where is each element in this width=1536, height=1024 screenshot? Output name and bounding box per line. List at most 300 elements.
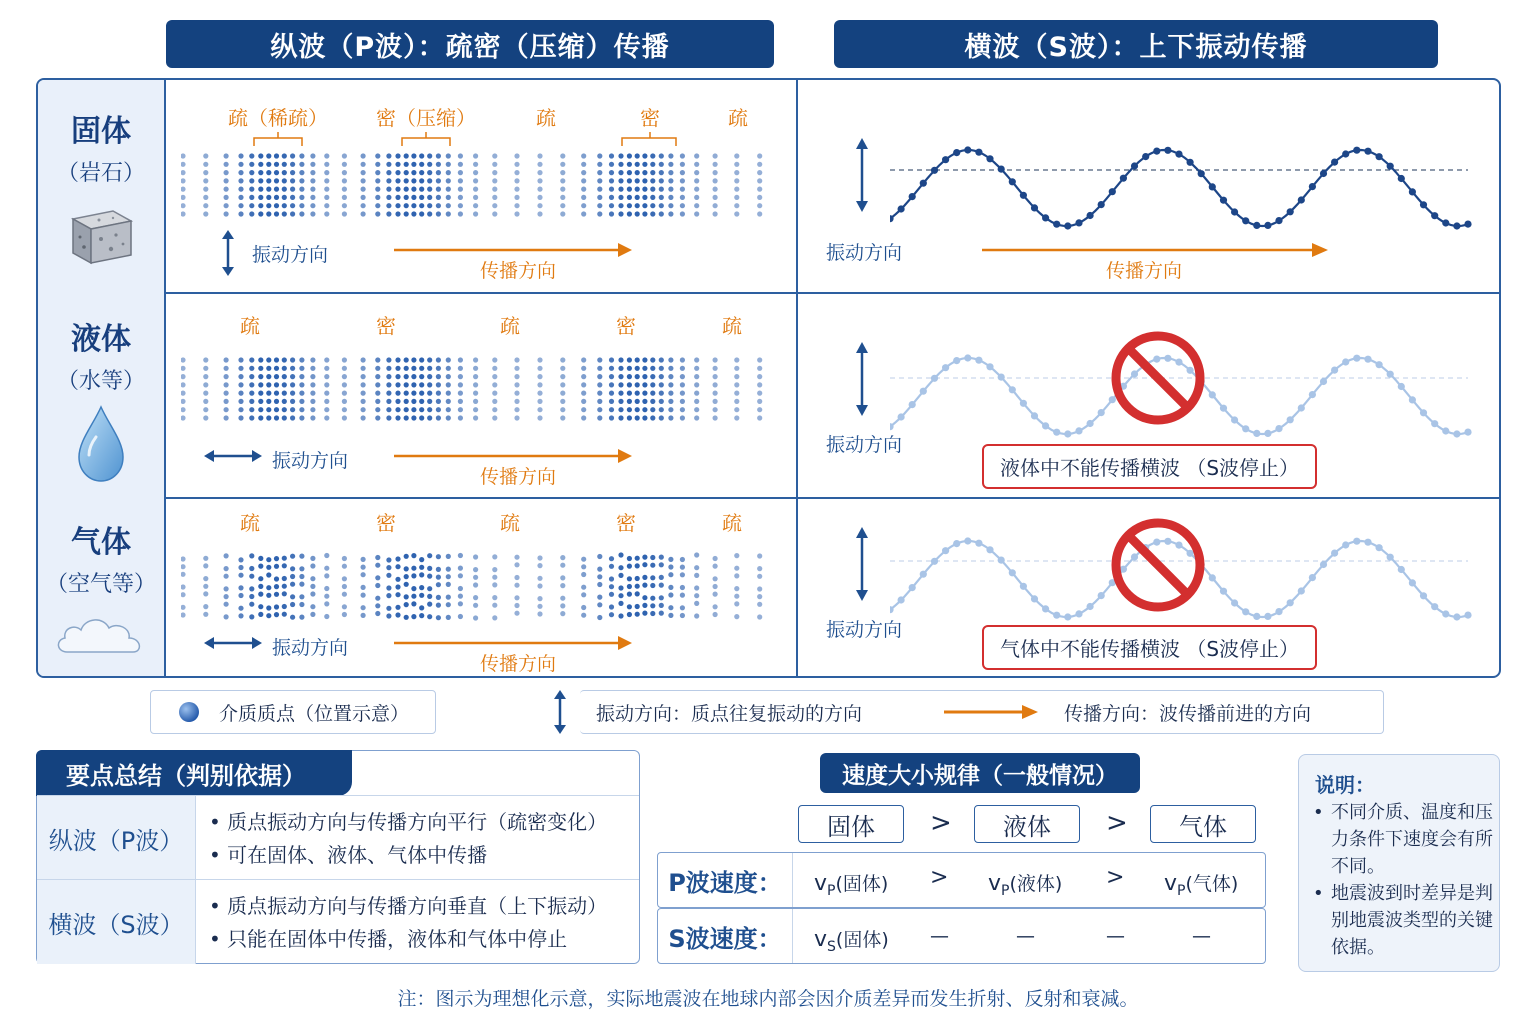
- particle-dot: [299, 203, 304, 208]
- particle-dot: [514, 407, 519, 412]
- particle-dot: [642, 603, 647, 608]
- vibration-arrow-horizontal-icon: [204, 448, 262, 464]
- particle-dot: [680, 211, 685, 216]
- particle-dot: [324, 614, 329, 619]
- particle-dot: [757, 614, 762, 619]
- medium-name: 液体: [71, 322, 131, 357]
- particle-dot: [694, 211, 699, 216]
- particle-dot: [446, 162, 451, 167]
- particle-dot: [258, 178, 263, 183]
- particle-dot: [375, 399, 380, 404]
- particle-dot: [238, 357, 243, 362]
- particle-dot: [411, 573, 416, 578]
- particle-dot: [266, 203, 271, 208]
- particle-dot: [713, 170, 718, 175]
- particle-dot: [581, 382, 586, 387]
- particle-dot: [537, 162, 542, 167]
- particle-dot: [290, 615, 295, 620]
- particle-dot: [404, 211, 409, 216]
- particle-dot: [299, 357, 304, 362]
- wave-particle: [975, 149, 982, 156]
- particle-dot: [609, 604, 614, 609]
- particle-dot: [537, 195, 542, 200]
- wave-particle: [1064, 222, 1071, 229]
- wave-particle: [1098, 592, 1105, 599]
- particle-dot: [375, 575, 380, 580]
- particle-dot: [609, 584, 614, 589]
- particle-dot: [181, 187, 186, 192]
- particle-dot: [310, 604, 315, 609]
- particle-dot: [713, 564, 718, 569]
- particle-dot: [680, 203, 685, 208]
- particle-dot: [258, 604, 263, 609]
- particle-dot: [224, 594, 229, 599]
- order-solid: 固体: [798, 805, 904, 843]
- particle-dot: [427, 170, 432, 175]
- particle-dot: [375, 563, 380, 568]
- particle-dot: [446, 407, 451, 412]
- particle-dot: [249, 203, 254, 208]
- bullet-text: 只能在固体中传播，液体和气体中停止: [227, 927, 568, 951]
- wave-particle: [1387, 371, 1394, 378]
- particle-dot: [436, 170, 441, 175]
- particle-dot: [492, 162, 497, 167]
- particle-dot: [386, 415, 391, 420]
- wave-particle: [1242, 425, 1249, 432]
- wave-particle: [1031, 204, 1038, 211]
- particle-dot: [713, 187, 718, 192]
- particle-dot: [734, 415, 739, 420]
- particle-dot: [492, 187, 497, 192]
- particle-dot: [458, 601, 463, 606]
- particle-dot: [694, 613, 699, 618]
- particle-dot: [492, 203, 497, 208]
- wave-particle: [1464, 221, 1471, 228]
- particle-dot: [310, 374, 315, 379]
- particle-dot: [713, 576, 718, 581]
- particle-dot: [266, 391, 271, 396]
- particle-dot: [458, 374, 463, 379]
- wave-particle: [953, 149, 960, 156]
- particle-dot: [224, 203, 229, 208]
- particle-dot: [650, 187, 655, 192]
- particle-dot: [458, 415, 463, 420]
- particle-dot: [395, 564, 400, 569]
- particle-dot: [436, 187, 441, 192]
- particle-dot: [609, 415, 614, 420]
- particle-dot: [324, 357, 329, 362]
- zone-label: 疏: [500, 314, 520, 338]
- particle-dot: [181, 572, 186, 577]
- row-solid: [38, 80, 1499, 294]
- particle-dot: [458, 573, 463, 578]
- particle-dot: [375, 555, 380, 560]
- particle-dot: [386, 585, 391, 590]
- particle-dot: [537, 399, 542, 404]
- particle-dot: [458, 553, 463, 558]
- particle-dot: [627, 374, 632, 379]
- particle-dot: [342, 187, 347, 192]
- particle-dot: [635, 366, 640, 371]
- particle-dot: [310, 187, 315, 192]
- particle-dot: [694, 187, 699, 192]
- wave-particle: [1442, 219, 1449, 226]
- particle-dot: [618, 178, 623, 183]
- wave-particle: [909, 584, 916, 591]
- particle-dot: [404, 374, 409, 379]
- particle-dot: [258, 187, 263, 192]
- bullet-text: 可在固体、液体、气体中传播: [227, 843, 488, 867]
- particle-dot: [274, 187, 279, 192]
- particle-dot: [266, 407, 271, 412]
- particle-dot: [324, 366, 329, 371]
- notes-panel: [1298, 754, 1500, 972]
- particle-dot: [310, 195, 315, 200]
- particle-dot: [757, 153, 762, 158]
- particle-dot: [581, 170, 586, 175]
- particle-dot: [299, 187, 304, 192]
- particle-dot: [635, 195, 640, 200]
- particle-dot: [419, 565, 424, 570]
- particle-dot: [492, 399, 497, 404]
- particle-dot: [514, 391, 519, 396]
- particle-dot: [597, 615, 602, 620]
- particle-dot: [395, 211, 400, 216]
- particle-dot: [411, 586, 416, 591]
- particle-dot: [299, 415, 304, 420]
- particle-dot: [203, 391, 208, 396]
- particle-dot: [375, 178, 380, 183]
- wave-particle: [1098, 409, 1105, 416]
- particle-dot: [361, 565, 366, 570]
- particle-dot: [274, 612, 279, 617]
- particle-dot: [597, 554, 602, 559]
- particle-dot: [203, 357, 208, 362]
- particle-dot: [635, 357, 640, 362]
- particle-dot: [274, 211, 279, 216]
- wave-particle: [1087, 420, 1094, 427]
- particle-dot: [411, 357, 416, 362]
- wave-particle: [1464, 429, 1471, 436]
- wave-particle: [1275, 608, 1282, 615]
- particle-dot: [249, 178, 254, 183]
- particle-dot: [386, 382, 391, 387]
- particle-dot: [757, 357, 762, 362]
- particle-dot: [581, 187, 586, 192]
- particle-dot: [436, 162, 441, 167]
- particle-dot: [266, 613, 271, 618]
- particle-dot: [181, 211, 186, 216]
- particle-dot: [274, 592, 279, 597]
- row-liquid: [38, 292, 1499, 499]
- particle-dot: [560, 391, 565, 396]
- particle-dot: [492, 603, 497, 608]
- particle-dot: [473, 554, 478, 559]
- particle-dot: [324, 382, 329, 387]
- particle-dot: [473, 170, 478, 175]
- particle-dot: [181, 203, 186, 208]
- particle-dot: [203, 563, 208, 568]
- particle-dot: [224, 366, 229, 371]
- particle-dot: [203, 382, 208, 387]
- wave-particle: [931, 558, 938, 565]
- particle-dot: [290, 391, 295, 396]
- footnote: 注：图示为理想化示意，实际地震波在地球内部会因介质差异而发生折射、反射和衰减。: [397, 988, 1139, 1010]
- particle-dot: [238, 187, 243, 192]
- wave-particle: [1309, 574, 1316, 581]
- order-gas: 气体: [1150, 805, 1256, 843]
- particle-dot: [249, 211, 254, 216]
- particle-dot: [310, 203, 315, 208]
- particle-dot: [492, 382, 497, 387]
- particle-dot: [609, 592, 614, 597]
- particle-dot: [446, 211, 451, 216]
- particle-dot: [668, 572, 673, 577]
- particle-dot: [395, 584, 400, 589]
- particle-dot: [404, 415, 409, 420]
- particle-dot: [627, 366, 632, 371]
- particle-dot: [324, 374, 329, 379]
- legend-propagation-text: 传播方向：波传播前进的方向: [1064, 702, 1312, 725]
- particle-dot: [404, 357, 409, 362]
- particle-dot: [668, 187, 673, 192]
- particle-dot: [224, 399, 229, 404]
- particle-dot: [249, 614, 254, 619]
- particle-dot: [473, 357, 478, 362]
- particle-dot: [249, 374, 254, 379]
- particle-dot: [492, 195, 497, 200]
- particle-dot: [642, 357, 647, 362]
- particle-dot: [734, 162, 739, 167]
- particle-dot: [650, 153, 655, 158]
- particle-dot: [419, 162, 424, 167]
- particle-dot: [659, 162, 664, 167]
- particle-dot: [375, 211, 380, 216]
- particle-dot: [299, 574, 304, 579]
- particle-dot: [537, 366, 542, 371]
- wave-particle: [1109, 188, 1116, 195]
- wave-particle: [1064, 613, 1071, 620]
- particle-dot: [386, 162, 391, 167]
- wave-particle: [1209, 391, 1216, 398]
- particle-dot: [249, 366, 254, 371]
- particle-dot: [659, 374, 664, 379]
- particle-dot: [411, 407, 416, 412]
- particle-dot: [659, 555, 664, 560]
- particle-dot: [537, 415, 542, 420]
- particle-dot: [635, 374, 640, 379]
- particle-dot: [419, 557, 424, 562]
- speed-title: 速度大小规律（一般情况）: [820, 753, 1140, 793]
- particle-dot: [342, 357, 347, 362]
- particle-dot: [757, 366, 762, 371]
- particle-dot: [560, 596, 565, 601]
- particle-dot: [537, 583, 542, 588]
- s-wave-cell-solid: [798, 80, 1501, 292]
- wave-particle: [1442, 610, 1449, 617]
- particle-dot: [627, 564, 632, 569]
- particle-dot: [342, 399, 347, 404]
- particle-dot: [238, 593, 243, 598]
- particle-dot: [375, 382, 380, 387]
- particle-dot: [427, 178, 432, 183]
- particle-dot: [419, 407, 424, 412]
- wave-particle: [1053, 612, 1060, 619]
- particle-dot: [411, 162, 416, 167]
- particle-dot: [310, 391, 315, 396]
- particle-dot: [375, 170, 380, 175]
- particle-dot: [419, 357, 424, 362]
- particle-dot: [386, 613, 391, 618]
- particle-dot: [659, 203, 664, 208]
- particle-dot: [324, 553, 329, 558]
- particle-dot: [458, 399, 463, 404]
- particle-dot: [411, 553, 416, 558]
- particle-dot: [609, 564, 614, 569]
- particle-dot: [258, 391, 263, 396]
- prohibited-icon: [1108, 515, 1208, 615]
- wave-particle: [1353, 147, 1360, 154]
- particle-dot: [395, 399, 400, 404]
- particle-dot: [361, 382, 366, 387]
- particle-dot: [375, 415, 380, 420]
- wave-particle: [920, 571, 927, 578]
- particle-dot: [713, 203, 718, 208]
- particle-dot: [668, 357, 673, 362]
- particle-dot: [627, 576, 632, 581]
- particle-dot: [492, 567, 497, 572]
- particle-dot: [238, 374, 243, 379]
- particle-dot: [560, 575, 565, 580]
- particle-dot: [361, 391, 366, 396]
- particle-dot: [258, 564, 263, 569]
- particle-dot: [458, 407, 463, 412]
- particle-dot: [290, 162, 295, 167]
- particle-dot: [650, 611, 655, 616]
- vibration-label: 振动方向: [826, 619, 903, 641]
- particle-dot: [386, 391, 391, 396]
- wave-particle: [1231, 208, 1238, 215]
- zone-label: 疏: [728, 106, 748, 130]
- particle-dot: [514, 562, 519, 567]
- particle-dot: [342, 211, 347, 216]
- particle-dot: [694, 407, 699, 412]
- particle-dot: [342, 366, 347, 371]
- wave-particle: [1298, 404, 1305, 411]
- particle-dot: [427, 614, 432, 619]
- legend-propagation-arrow-icon: [944, 702, 1040, 722]
- particle-dot: [757, 602, 762, 607]
- particle-dot: [411, 614, 416, 619]
- particle-dot: [249, 170, 254, 175]
- particle-dot: [238, 153, 243, 158]
- particle-dot: [659, 575, 664, 580]
- particle-dot: [310, 407, 315, 412]
- particle-dot: [404, 170, 409, 175]
- wave-particle: [942, 364, 949, 371]
- particle-dot: [342, 170, 347, 175]
- particle-dot: [427, 162, 432, 167]
- particle-dot: [238, 178, 243, 183]
- zone-label: 疏: [722, 314, 742, 338]
- particle-dot: [618, 374, 623, 379]
- particle-dot: [473, 582, 478, 587]
- particle-dot: [290, 178, 295, 183]
- particle-dot: [446, 187, 451, 192]
- particle-dot: [404, 203, 409, 208]
- particle-dot: [395, 178, 400, 183]
- particle-dot: [757, 187, 762, 192]
- particle-dot: [395, 187, 400, 192]
- particle-dot: [238, 415, 243, 420]
- particle-dot: [514, 170, 519, 175]
- particle-dot: [290, 415, 295, 420]
- wave-particle: [1320, 170, 1327, 177]
- particle-dot: [635, 604, 640, 609]
- particle-dot: [224, 195, 229, 200]
- particle-dot: [203, 612, 208, 617]
- particle-dot: [635, 556, 640, 561]
- particle-dot: [458, 211, 463, 216]
- particle-dot: [436, 603, 441, 608]
- wave-particle: [1453, 430, 1460, 437]
- particle-dot: [342, 407, 347, 412]
- wave-particle: [1009, 569, 1016, 576]
- particle-dot: [581, 203, 586, 208]
- particle-dot: [581, 211, 586, 216]
- particle-dot: [290, 203, 295, 208]
- particle-dot: [386, 606, 391, 611]
- particle-dot: [713, 153, 718, 158]
- particle-dot: [514, 203, 519, 208]
- particle-dot: [224, 178, 229, 183]
- medium-sub: （空气等）: [45, 572, 156, 597]
- particle-dot: [734, 407, 739, 412]
- particle-dot: [386, 399, 391, 404]
- p-speed-gas: $v_P$(气体): [1164, 871, 1239, 899]
- particle-dot: [492, 554, 497, 559]
- particle-dot: [238, 399, 243, 404]
- particle-dot: [266, 211, 271, 216]
- particle-dot: [668, 391, 673, 396]
- particle-dot: [680, 391, 685, 396]
- particle-dot: [404, 554, 409, 559]
- dash: —: [930, 925, 949, 947]
- particle-dot: [181, 153, 186, 158]
- particle-dot: [375, 366, 380, 371]
- particle-dot: [258, 382, 263, 387]
- particle-dot: [609, 382, 614, 387]
- particle-dot: [694, 170, 699, 175]
- particle-dot: [694, 382, 699, 387]
- particle-dot: [514, 382, 519, 387]
- particle-dot: [290, 170, 295, 175]
- particle-dot: [618, 187, 623, 192]
- particle-dot: [181, 178, 186, 183]
- particle-dot: [274, 415, 279, 420]
- particle-dot: [627, 211, 632, 216]
- particle-dot: [473, 366, 478, 371]
- particle-dot: [258, 357, 263, 362]
- particle-dot: [668, 415, 673, 420]
- particle-dot: [642, 170, 647, 175]
- particle-dot: [537, 611, 542, 616]
- particle-dot: [734, 195, 739, 200]
- particle-dot: [659, 583, 664, 588]
- particle-dot: [404, 162, 409, 167]
- particle-dot: [635, 162, 640, 167]
- wave-particle: [975, 357, 982, 364]
